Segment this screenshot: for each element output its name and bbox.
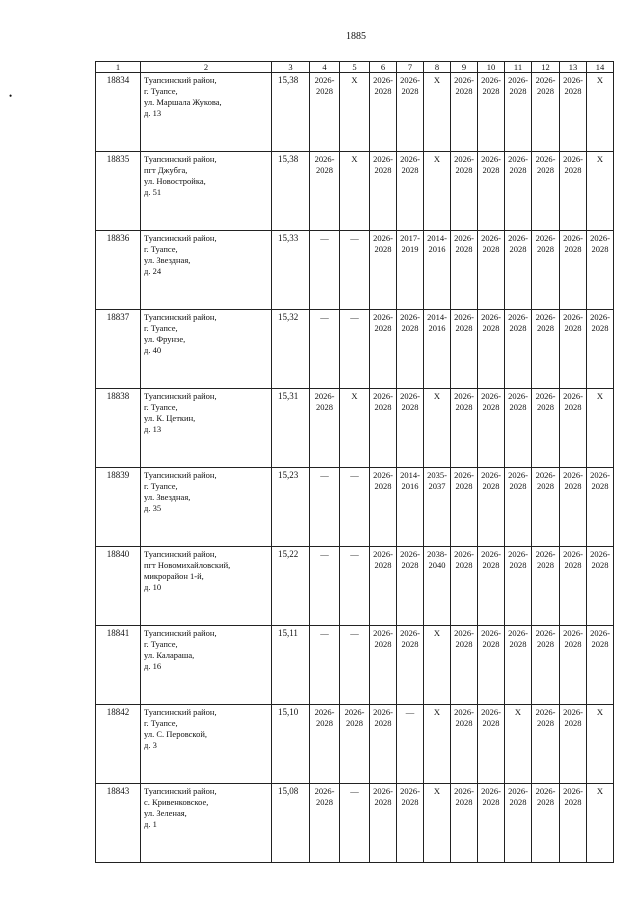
col-9-cell: 2026- 2028 [451,73,478,152]
area-cell: 15,33 [272,231,310,310]
address-cell: Туапсинский район, г. Туапсе, ул. Звездная, д. 35 [141,468,272,547]
page-number: 1885 [346,31,366,42]
column-header-7: 7 [397,62,424,73]
col-8-cell: Х [424,73,451,152]
col-12-cell: 2026- 2028 [532,784,560,863]
column-header-5: 5 [340,62,370,73]
record-number-cell: 18837 [96,310,141,389]
col-11-cell: 2026- 2028 [505,389,532,468]
table-row [96,784,614,863]
area-cell: 15,32 [272,310,310,389]
col-10-cell: 2026- 2028 [478,626,505,705]
col-4-cell: — [310,468,340,547]
col-13-cell: 2026- 2028 [560,310,587,389]
record-number-cell: 18835 [96,152,141,231]
col-4-cell: 2026- 2028 [310,784,340,863]
col-14-cell: Х [587,389,614,468]
col-5-cell: — [340,784,370,863]
col-9-cell: 2026- 2028 [451,231,478,310]
col-9-cell: 2026- 2028 [451,310,478,389]
col-11-cell: 2026- 2028 [505,73,532,152]
area-cell: 15,10 [272,705,310,784]
table-row [96,705,614,784]
col-8-cell: Х [424,705,451,784]
col-14-cell: 2026- 2028 [587,626,614,705]
col-9-cell: 2026- 2028 [451,468,478,547]
col-13-cell: 2026- 2028 [560,73,587,152]
col-6-cell: 2026- 2028 [370,73,397,152]
address-cell: Туапсинский район, пгт Новомихайловский, микрорайон 1-й, д. 10 [141,547,272,626]
col-8-cell: Х [424,152,451,231]
col-5-cell: — [340,310,370,389]
col-8-cell: Х [424,389,451,468]
col-11-cell: 2026- 2028 [505,626,532,705]
column-header-8: 8 [424,62,451,73]
col-5-cell: — [340,626,370,705]
col-5-cell: — [340,468,370,547]
col-11-cell: Х [505,705,532,784]
table-row [96,310,614,389]
col-4-cell: 2026- 2028 [310,705,340,784]
col-12-cell: 2026- 2028 [532,389,560,468]
column-header-9: 9 [451,62,478,73]
col-7-cell: 2026- 2028 [397,310,424,389]
area-cell: 15,31 [272,389,310,468]
col-11-cell: 2026- 2028 [505,784,532,863]
address-cell: Туапсинский район, г. Туапсе, ул. К. Цеткин, д. 13 [141,389,272,468]
header-row [96,62,614,73]
column-header-2: 2 [141,62,272,73]
col-5-cell: — [340,231,370,310]
col-5-cell: Х [340,152,370,231]
col-6-cell: 2026- 2028 [370,626,397,705]
col-9-cell: 2026- 2028 [451,705,478,784]
address-cell: Туапсинский район, г. Туапсе, ул. Звездная, д. 24 [141,231,272,310]
col-6-cell: 2026- 2028 [370,152,397,231]
col-14-cell: Х [587,152,614,231]
col-14-cell: Х [587,73,614,152]
table-row [96,231,614,310]
col-10-cell: 2026- 2028 [478,389,505,468]
area-cell: 15,23 [272,468,310,547]
col-7-cell: 2026- 2028 [397,784,424,863]
col-14-cell: 2026- 2028 [587,310,614,389]
col-10-cell: 2026- 2028 [478,547,505,626]
col-11-cell: 2026- 2028 [505,152,532,231]
col-9-cell: 2026- 2028 [451,784,478,863]
col-8-cell: Х [424,626,451,705]
record-number-cell: 18834 [96,73,141,152]
area-cell: 15,08 [272,784,310,863]
col-14-cell: Х [587,784,614,863]
col-11-cell: 2026- 2028 [505,547,532,626]
col-7-cell: 2014- 2016 [397,468,424,547]
column-header-6: 6 [370,62,397,73]
col-9-cell: 2026- 2028 [451,152,478,231]
col-13-cell: 2026- 2028 [560,626,587,705]
col-7-cell: — [397,705,424,784]
col-9-cell: 2026- 2028 [451,389,478,468]
col-4-cell: — [310,547,340,626]
column-header-11: 11 [505,62,532,73]
col-4-cell: — [310,310,340,389]
table-row [96,152,614,231]
col-13-cell: 2026- 2028 [560,547,587,626]
col-8-cell: 2014- 2016 [424,231,451,310]
col-12-cell: 2026- 2028 [532,468,560,547]
margin-mark: • [9,91,13,101]
col-4-cell: — [310,231,340,310]
col-13-cell: 2026- 2028 [560,389,587,468]
col-12-cell: 2026- 2028 [532,705,560,784]
col-4-cell: 2026- 2028 [310,152,340,231]
table-row [96,389,614,468]
col-13-cell: 2026- 2028 [560,468,587,547]
col-6-cell: 2026- 2028 [370,310,397,389]
record-number-cell: 18836 [96,231,141,310]
address-cell: Туапсинский район, пгт Джубга, ул. Новостройка, д. 51 [141,152,272,231]
col-4-cell: — [310,626,340,705]
col-8-cell: 2038- 2040 [424,547,451,626]
col-6-cell: 2026- 2028 [370,468,397,547]
col-4-cell: 2026- 2028 [310,389,340,468]
housing-table [95,61,614,863]
col-5-cell: 2026- 2028 [340,705,370,784]
record-number-cell: 18842 [96,705,141,784]
col-4-cell: 2026- 2028 [310,73,340,152]
column-header-3: 3 [272,62,310,73]
record-number-cell: 18843 [96,784,141,863]
area-cell: 15,22 [272,547,310,626]
col-6-cell: 2026- 2028 [370,547,397,626]
col-7-cell: 2026- 2028 [397,73,424,152]
table-row [96,626,614,705]
record-number-cell: 18838 [96,389,141,468]
column-header-10: 10 [478,62,505,73]
column-header-14: 14 [587,62,614,73]
col-6-cell: 2026- 2028 [370,389,397,468]
col-12-cell: 2026- 2028 [532,310,560,389]
table-row [96,73,614,152]
col-5-cell: Х [340,73,370,152]
col-7-cell: 2017- 2019 [397,231,424,310]
col-10-cell: 2026- 2028 [478,152,505,231]
col-5-cell: — [340,547,370,626]
col-8-cell: 2014- 2016 [424,310,451,389]
col-11-cell: 2026- 2028 [505,310,532,389]
column-header-12: 12 [532,62,560,73]
col-10-cell: 2026- 2028 [478,784,505,863]
area-cell: 15,38 [272,152,310,231]
col-12-cell: 2026- 2028 [532,626,560,705]
col-7-cell: 2026- 2028 [397,152,424,231]
address-cell: Туапсинский район, с. Кривенковское, ул. Зеленая, д. 1 [141,784,272,863]
col-12-cell: 2026- 2028 [532,547,560,626]
col-12-cell: 2026- 2028 [532,73,560,152]
record-number-cell: 18841 [96,626,141,705]
record-number-cell: 18840 [96,547,141,626]
col-8-cell: Х [424,784,451,863]
col-10-cell: 2026- 2028 [478,468,505,547]
col-13-cell: 2026- 2028 [560,705,587,784]
col-14-cell: Х [587,705,614,784]
col-11-cell: 2026- 2028 [505,468,532,547]
col-10-cell: 2026- 2028 [478,310,505,389]
col-5-cell: Х [340,389,370,468]
column-header-1: 1 [96,62,141,73]
area-cell: 15,11 [272,626,310,705]
col-12-cell: 2026- 2028 [532,231,560,310]
table-body [96,73,614,863]
col-6-cell: 2026- 2028 [370,231,397,310]
col-7-cell: 2026- 2028 [397,547,424,626]
col-10-cell: 2026- 2028 [478,705,505,784]
col-10-cell: 2026- 2028 [478,231,505,310]
col-14-cell: 2026- 2028 [587,468,614,547]
col-7-cell: 2026- 2028 [397,389,424,468]
col-9-cell: 2026- 2028 [451,547,478,626]
address-cell: Туапсинский район, г. Туапсе, ул. Фрунзе, д. 40 [141,310,272,389]
address-cell: Туапсинский район, г. Туапсе, ул. Маршала Жукова, д. 13 [141,73,272,152]
table-row [96,547,614,626]
col-12-cell: 2026- 2028 [532,152,560,231]
col-13-cell: 2026- 2028 [560,231,587,310]
col-6-cell: 2026- 2028 [370,784,397,863]
table-row [96,468,614,547]
column-header-13: 13 [560,62,587,73]
col-7-cell: 2026- 2028 [397,626,424,705]
column-header-4: 4 [310,62,340,73]
col-8-cell: 2035- 2037 [424,468,451,547]
area-cell: 15,38 [272,73,310,152]
address-cell: Туапсинский район, г. Туапсе, ул. С. Перовской, д. 3 [141,705,272,784]
col-13-cell: 2026- 2028 [560,152,587,231]
col-10-cell: 2026- 2028 [478,73,505,152]
address-cell: Туапсинский район, г. Туапсе, ул. Калараша, д. 16 [141,626,272,705]
col-11-cell: 2026- 2028 [505,231,532,310]
col-13-cell: 2026- 2028 [560,784,587,863]
col-14-cell: 2026- 2028 [587,547,614,626]
record-number-cell: 18839 [96,468,141,547]
col-9-cell: 2026- 2028 [451,626,478,705]
col-14-cell: 2026- 2028 [587,231,614,310]
col-6-cell: 2026- 2028 [370,705,397,784]
